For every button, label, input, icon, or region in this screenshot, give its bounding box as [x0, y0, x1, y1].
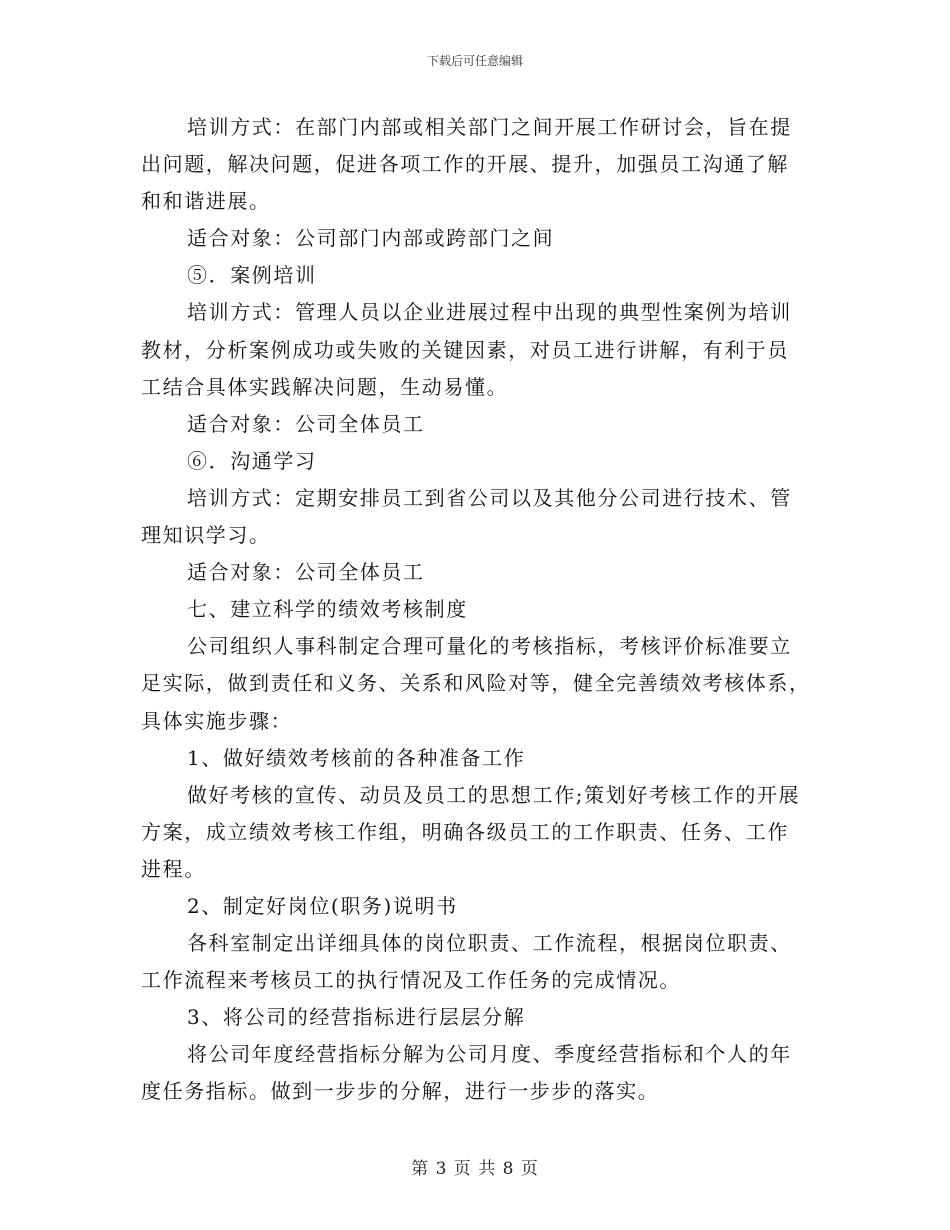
section-heading: 1、做好绩效考核前的各种准备工作	[187, 745, 526, 770]
section-heading: 3、将公司的经营指标进行层层分解	[187, 1005, 526, 1030]
page-header: 下载后可任意编辑	[426, 54, 523, 68]
paragraph-line: 度任务指标。做到一步步的分解，进行一步步的落实。	[141, 1079, 660, 1104]
paragraph-line: 具体实施步骤：	[141, 708, 293, 733]
page-number: 第 3 页 共 8 页	[411, 1159, 539, 1179]
section-heading: ⑤．案例培训	[187, 263, 317, 288]
paragraph-line: 各科室制定出详细具体的岗位职责、工作流程，根据岗位职责、	[187, 931, 792, 956]
section-heading: 七、建立科学的绩效考核制度	[187, 597, 468, 622]
paragraph-line: 培训方式：在部门内部或相关部门之间开展工作研讨会，旨在提	[187, 115, 792, 139]
paragraph-line: 教材，分析案例成功或失败的关键因素，对员工进行讲解，有利于员	[141, 337, 789, 362]
paragraph-line: 培训方式：定期安排员工到省公司以及其他分公司进行技术、管	[187, 485, 792, 510]
paragraph-line: 足实际，做到责任和义务、关系和风险对等，健全完善绩效考核体系，	[141, 671, 811, 696]
paragraph-line: 适合对象：公司全体员工	[187, 560, 425, 585]
section-heading: ⑥．沟通学习	[187, 448, 317, 473]
paragraph-line: 理知识学习。	[141, 523, 271, 548]
paragraph-line: 培训方式：管理人员以企业进展过程中出现的典型性案例为培训	[187, 300, 792, 325]
paragraph-line: 工作流程来考核员工的执行情况及工作任务的完成情况。	[141, 968, 681, 993]
paragraph-line: 公司组织人事科制定合理可量化的考核指标，考核评价标准要立	[187, 634, 792, 659]
paragraph-line: 出问题，解决问题，促进各项工作的开展、提升，加强员工沟通了解	[141, 152, 789, 177]
paragraph-line: 和和谐进展。	[141, 189, 271, 214]
section-heading: 2、制定好岗位(职务)说明书	[187, 893, 458, 918]
document-body	[141, 109, 811, 1111]
paragraph-line: 进程。	[141, 856, 206, 881]
paragraph-line: 适合对象：公司全体员工	[187, 411, 425, 436]
paragraph-line: 方案，成立绩效考核工作组，明确各级员工的工作职责、任务、工作	[141, 819, 789, 844]
paragraph-line: 将公司年度经营指标分解为公司月度、季度经营指标和个人的年	[187, 1042, 792, 1067]
paragraph-line: 做好考核的宣传、动员及员工的思想工作;策划好考核工作的开展	[187, 782, 801, 807]
paragraph-line: 工结合具体实践解决问题，生动易懂。	[141, 374, 509, 399]
paragraph-line: 适合对象：公司部门内部或跨部门之间	[187, 226, 555, 251]
